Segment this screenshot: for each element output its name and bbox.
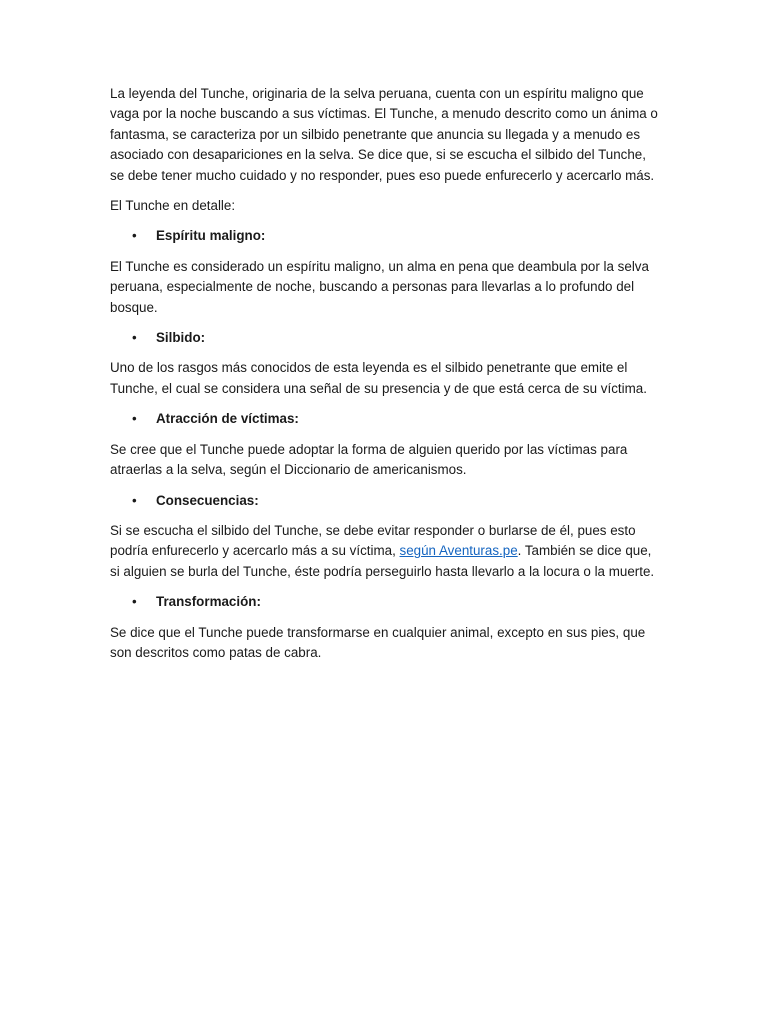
bullet-item-atraccion bbox=[110, 409, 662, 429]
bullet-item-transformacion bbox=[110, 592, 662, 612]
bullet-title: Espíritu maligno: bbox=[156, 228, 266, 244]
bullet-item-espiritu bbox=[110, 226, 662, 246]
section-paragraph bbox=[110, 521, 662, 582]
intro-paragraph: La leyenda del Tunche, originaria de la selva peruana, cuenta con un espíritu maligno que vaga por la noche buscando a sus víctimas. El Tunche, a menudo descrito como un ánima o fantasma, se caracteriza por un silbido penetrante que anuncia su llegada y a menudo es asociado con desapariciones en la selva. Se dice que, si se escucha el silbido del Tunche, se debe tener mucho cuidado y no responder, pues eso puede enfurecerlo y acercarlo más. bbox=[110, 86, 658, 183]
bullet-item-consecuencias bbox=[110, 491, 662, 511]
bullet-icon: • bbox=[132, 228, 137, 244]
bullet-title: Silbido: bbox=[156, 330, 206, 346]
bullet-icon: • bbox=[132, 330, 137, 346]
bullet-icon: • bbox=[132, 492, 137, 508]
section-paragraph: Se dice que el Tunche puede transformarse en cualquier animal, excepto en sus pies, que son descritos como patas de cabra. bbox=[110, 624, 646, 660]
bullet-icon: • bbox=[132, 411, 137, 427]
bullet-item-silbido bbox=[110, 328, 662, 348]
section-paragraph: El Tunche es considerado un espíritu maligno, un alma en pena que deambula por la selva peruana, especialmente de noche, buscando a personas para llevarlas a lo profundo del bosque. bbox=[110, 258, 649, 315]
bullet-title: Consecuencias: bbox=[156, 492, 259, 508]
bullet-icon: • bbox=[132, 594, 137, 610]
aventuras-link[interactable]: según Aventuras.pe bbox=[399, 543, 518, 559]
document-page bbox=[110, 84, 662, 673]
bullet-title: Atracción de víctimas: bbox=[156, 411, 299, 427]
bullet-title: Transformación: bbox=[156, 594, 261, 610]
section-paragraph: Se cree que el Tunche puede adoptar la forma de alguien querido por las víctimas para atraerlas a la selva, según el Diccionario de americanismos. bbox=[110, 441, 628, 478]
text-before-link: Si se escucha el silbido del Tunche, se debe evitar responder o burlarse de él, pues esto podría enfurecerlo y acercarlo más a su víctima, bbox=[110, 522, 636, 559]
detail-heading: El Tunche en detalle: bbox=[110, 198, 236, 214]
text-after-link: . También se dice que, si alguien se burla del Tunche, éste podría perseguirlo hasta llevarlo a la locura o la muerte. bbox=[110, 543, 655, 579]
section-paragraph: Uno de los rasgos más conocidos de esta leyenda es el silbido penetrante que emite el Tunche, el cual se considera una señal de su presencia y de que está cerca de su víctima. bbox=[110, 360, 647, 396]
